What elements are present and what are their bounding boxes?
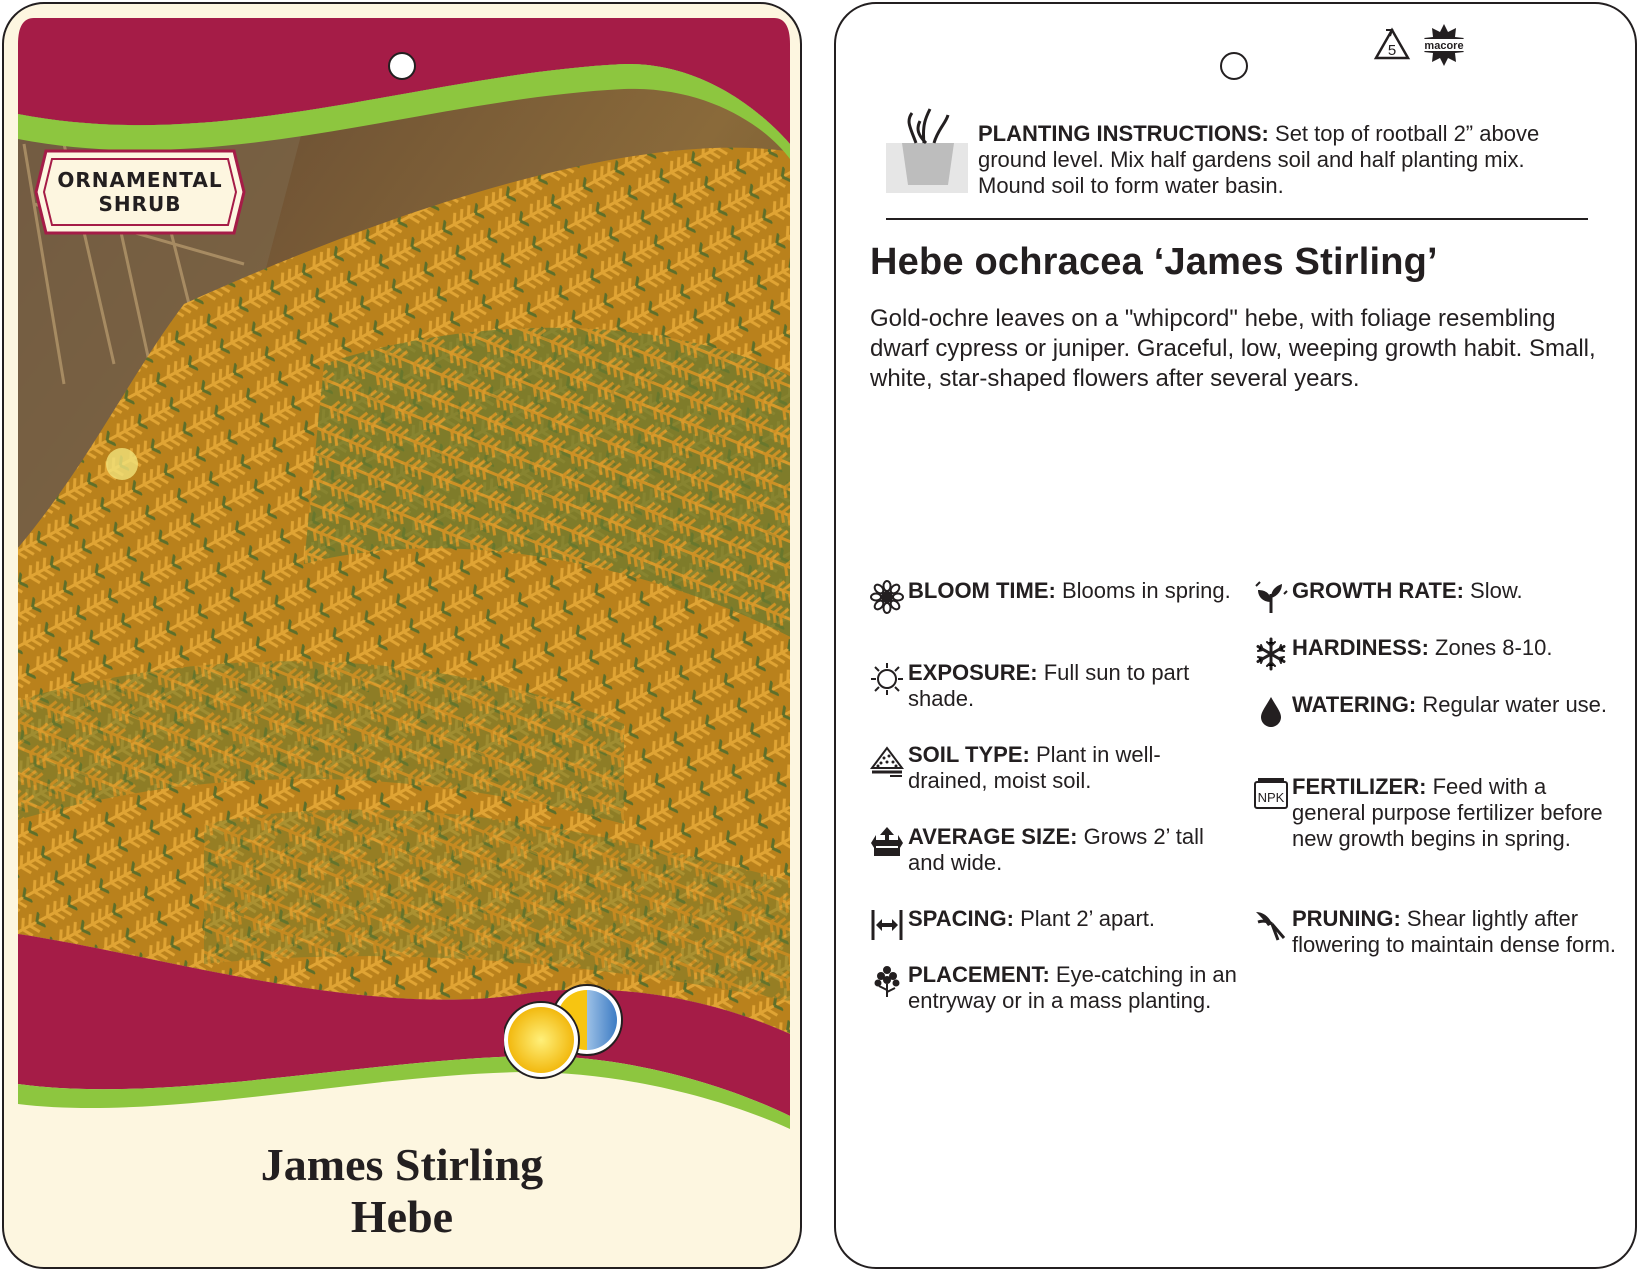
placement-icon: [870, 964, 904, 998]
hang-hole: [388, 52, 416, 80]
feature-label: EXPOSURE:: [908, 660, 1038, 685]
name-line1: James Stirling: [260, 1139, 544, 1190]
feature-label: GROWTH RATE:: [1292, 578, 1464, 603]
back-tag: [834, 2, 1637, 1269]
pruners-icon: [1254, 908, 1288, 942]
feature-text: Eye-catching in an entryway or in a mass planting.: [908, 962, 1237, 1013]
potted-plant-icon: [886, 107, 970, 199]
feature-text: Full sun to part shade.: [908, 660, 1190, 711]
front-tag: [2, 2, 802, 1269]
feature-label: SOIL TYPE:: [908, 742, 1030, 767]
npk-label: NPK: [1257, 790, 1285, 805]
badge-line2: SHRUB: [98, 192, 182, 216]
feature-label: AVERAGE SIZE:: [908, 824, 1078, 849]
name-line2: Hebe: [350, 1191, 454, 1242]
feature-text: Shear lightly after flowering to maintain dense form.: [1292, 906, 1617, 957]
plant-description: Gold-ochre leaves on a "whipcord" hebe, with foliage resembling dwarf cypress or juniper. Graceful, low, weeping growth habit. Small, white, star-shaped flowers after several years.: [870, 305, 1596, 392]
snowflake-icon: [1254, 637, 1288, 671]
recycle-icon: [1372, 26, 1412, 64]
botanical-name: Hebe ochracea ‘James Stirling’: [870, 241, 1438, 283]
feature-text: Plant in well-drained, moist soil.: [908, 742, 1161, 793]
feature-label: WATERING:: [1292, 692, 1417, 717]
recycle-number: 5: [1387, 42, 1397, 59]
plant-common-name: [4, 1139, 800, 1243]
npk-icon: [1254, 776, 1288, 810]
feature-text: Zones 8-10.: [1435, 635, 1553, 660]
size-icon: [870, 826, 904, 860]
category-badge: [32, 147, 248, 237]
feature-text: Grows 2’ tall and wide.: [908, 824, 1204, 875]
soil-icon: [870, 744, 904, 778]
feature-label: SPACING:: [908, 906, 1014, 931]
feature-text: Slow.: [1470, 578, 1523, 603]
hang-hole: [1220, 52, 1248, 80]
growth-icon: [1254, 580, 1288, 614]
feature-text: Feed with a general purpose fertilizer before new growth begins in spring.: [1292, 774, 1603, 851]
feature-label: PLACEMENT:: [908, 962, 1050, 987]
divider: [886, 218, 1588, 220]
macore-logo-icon: [1418, 22, 1470, 68]
feature-label: PRUNING:: [1292, 906, 1401, 931]
planting-label: PLANTING INSTRUCTIONS:: [978, 121, 1269, 146]
feature-label: FERTILIZER:: [1292, 774, 1427, 799]
flower-icon: [870, 580, 904, 614]
feature-text: Plant 2’ apart.: [1020, 906, 1155, 931]
feature-text: Blooms in spring.: [1062, 578, 1231, 603]
spacing-icon: [870, 908, 904, 942]
planting-text: Set top of rootball 2” above ground level. Mix half gardens soil and half planting mix. Mound soil to form water basin.: [978, 121, 1540, 198]
feature-label: HARDINESS:: [1292, 635, 1429, 660]
sun-part-shade-icon: [504, 984, 634, 1084]
water-drop-icon: [1254, 694, 1288, 728]
feature-label: BLOOM TIME:: [908, 578, 1056, 603]
feature-text: Regular water use.: [1422, 692, 1608, 717]
badge-line1: ORNAMENTAL: [57, 168, 223, 192]
planting-instructions: [886, 107, 1586, 207]
macore-label: macore: [1424, 40, 1464, 52]
sun-icon: [870, 662, 904, 696]
